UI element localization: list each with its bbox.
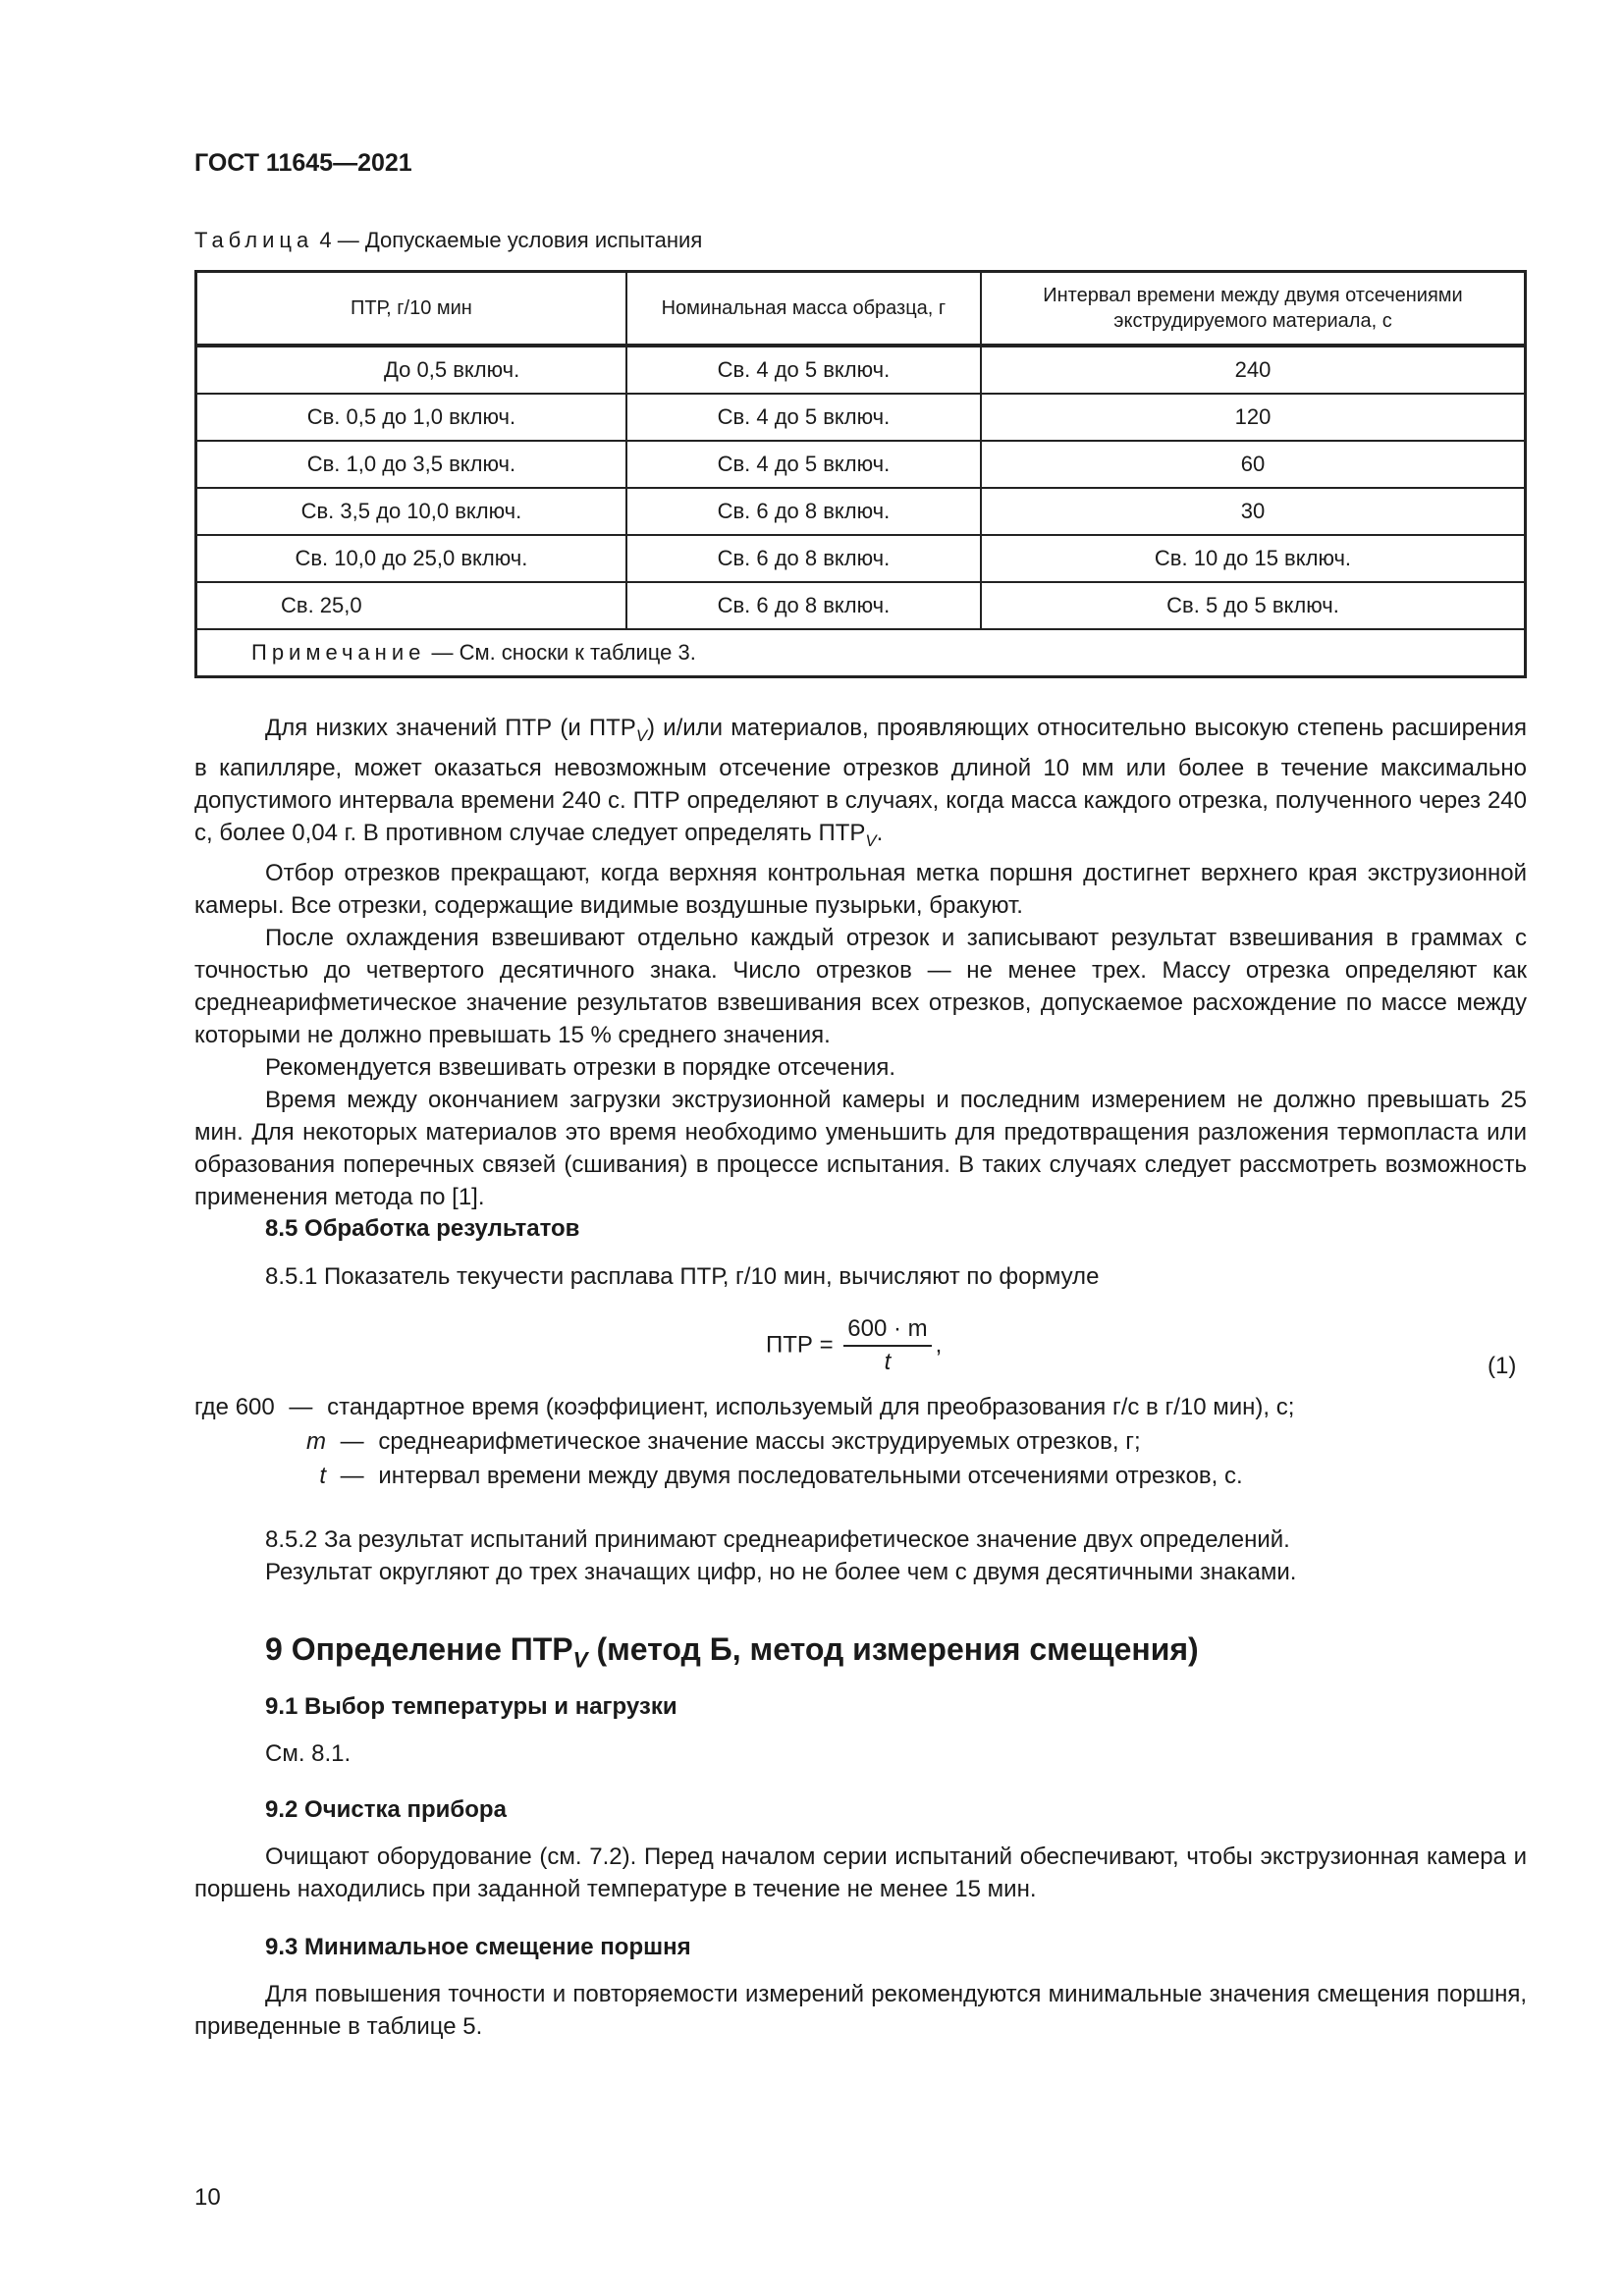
- column-header-ptr: ПТР, г/10 мин: [196, 272, 626, 347]
- formula-fraction: [843, 1315, 931, 1376]
- table-cell: 240: [981, 346, 1526, 394]
- paragraph: Отбор отрезков прекращают, когда верхняя контрольная метка поршня достигнет верхнего края экструзионной камеры. Все отрезки, содержащие видимые воздушные пузырьки, бракуют.: [194, 859, 1527, 919]
- equation-number: (1): [1488, 1353, 1517, 1379]
- table-cell: Св. 6 до 8 включ.: [626, 582, 981, 629]
- section-heading-9: 9 Определение $ПТР_V$ (метод Б, метод измерения смещения): [265, 1631, 1199, 1673]
- paragraph: После охлаждения взвешивают отдельно каждый отрезок и записывают результат взвешивания в граммах с точностью до четвертого десятичного знака. Число отрезков — не менее трех. Массу отрезка определяют как среднеарифметическое значение результатов взвешивания всех отрезков, допускаемое расхождение по массе между которыми не должно превышать 15 % среднего значения.: [194, 924, 1527, 1048]
- table-header-row: [196, 272, 1526, 347]
- table-caption-prefix: Таблица: [194, 228, 314, 252]
- where-word: где: [194, 1394, 230, 1420]
- table-caption: [194, 228, 702, 253]
- formula-ptr: [766, 1315, 942, 1376]
- table-row: [196, 441, 1526, 488]
- paragraph-9-1: См. 8.1.: [265, 1740, 352, 1767]
- table-cell: Св. 25,0: [196, 582, 626, 629]
- where-symbol: 600: [235, 1394, 275, 1420]
- table-row: [196, 488, 1526, 535]
- formula-comma: ,: [935, 1331, 943, 1359]
- paragraph-8-5-2: 8.5.2 За результат испытаний принимают среднеарифетическое значение двух определений.: [265, 1526, 1290, 1553]
- table-cell: Св. 10 до 15 включ.: [981, 535, 1526, 582]
- table-cell: До 0,5 включ.: [196, 346, 626, 394]
- section-heading-9-1: 9.1 Выбор температуры и нагрузки: [265, 1693, 677, 1720]
- table-note: [196, 629, 1526, 677]
- note-text: — См. сноски к таблице 3.: [425, 640, 696, 665]
- table-cell: Св. 1,0 до 3,5 включ.: [196, 441, 626, 488]
- document-header: ГОСТ 11645—2021: [194, 149, 412, 177]
- where-line-1: где 600 — стандартное время (коэффициент, используемый для преобразования г/с в г/10 мин), с;: [194, 1394, 1295, 1420]
- where-text: среднеарифметическое значение массы экструдируемых отрезков, г;: [378, 1428, 1141, 1455]
- page-number: 10: [194, 2184, 221, 2211]
- table-cell: Св. 4 до 5 включ.: [626, 346, 981, 394]
- paragraph: Время между окончанием загрузки экструзионной камеры и последним измерением не должно превышать 25 мин. Для некоторых материалов это время необходимо уменьшить для предотвращения разложения термопласта или образования поперечных связей (сшивания) в процессе испытания. В таких случаях следует рассмотреть возможность применения метода по [1].: [194, 1086, 1527, 1210]
- table-cell: 120: [981, 394, 1526, 441]
- body-text: [194, 712, 1527, 1213]
- paragraph-9-3: Для повышения точности и повторяемости измерений рекомендуются минимальные значения смещения поршня, приведенные в таблице 5.: [194, 1981, 1527, 2040]
- formula-denominator: t: [884, 1349, 892, 1375]
- table-row: [196, 582, 1526, 629]
- table-cell: Св. 0,5 до 1,0 включ.: [196, 394, 626, 441]
- where-line-2: m — среднеарифметическое значение массы экструдируемых отрезков, г;: [306, 1428, 1141, 1455]
- paragraph-9-2: Очищают оборудование (см. 7.2). Перед началом серии испытаний обеспечивают, чтобы экструзионная камера и поршень находились при заданной температуре в течение не менее 15 мин.: [194, 1843, 1527, 1902]
- formula-numerator: 600 · m: [843, 1315, 931, 1347]
- table-cell: Св. 6 до 8 включ.: [626, 535, 981, 582]
- table-row: [196, 346, 1526, 394]
- where-text: стандартное время (коэффициент, используемый для преобразования г/с в г/10 мин), с;: [327, 1394, 1295, 1420]
- table-cell: Св. 5 до 5 включ.: [981, 582, 1526, 629]
- table-cell: Св. 4 до 5 включ.: [626, 394, 981, 441]
- paragraph-8-5-1: 8.5.1 Показатель текучести расплава ПТР, г/10 мин, вычисляют по формуле: [265, 1263, 1100, 1290]
- where-symbol: t: [319, 1463, 326, 1489]
- table-note-row: [196, 629, 1526, 677]
- paragraph-8-5-2-cont: Результат округляют до трех значащих цифр, но не более чем с двумя десятичными знаками.: [265, 1559, 1297, 1585]
- table-cell: Св. 4 до 5 включ.: [626, 441, 981, 488]
- table-row: [196, 535, 1526, 582]
- paragraph: Для низких значений ПТР (и $ПТР_V$) и/или материалов, проявляющих относительно высокую степень расширения в капилляре, может оказаться невозможным отсечение отрезков длиной 10 мм или более в течение максимально допустимого интервала времени 240 с. ПТР определяют в случаях, когда масса каждого отрезка, полученного через 240 с, более 0,04 г. В противном случае следует определять $ПТР_V$.: [194, 715, 1527, 850]
- table-caption-title: 4 — Допускаемые условия испытания: [313, 228, 703, 252]
- note-label: Примечание: [251, 640, 426, 665]
- paragraph: Рекомендуется взвешивать отрезки в порядке отсечения.: [265, 1053, 896, 1081]
- section-heading-9-3: 9.3 Минимальное смещение поршня: [265, 1934, 691, 1960]
- table-cell: Св. 6 до 8 включ.: [626, 488, 981, 535]
- table-cell: 30: [981, 488, 1526, 535]
- formula-lhs: ПТР =: [766, 1331, 834, 1359]
- conditions-table: [194, 270, 1527, 678]
- table-cell: Св. 10,0 до 25,0 включ.: [196, 535, 626, 582]
- where-symbol: m: [306, 1428, 326, 1455]
- where-text: интервал времени между двумя последовательными отсечениями отрезков, с.: [378, 1463, 1243, 1489]
- where-line-3: t — интервал времени между двумя последовательными отсечениями отрезков, с.: [319, 1463, 1243, 1489]
- table-cell: Св. 3,5 до 10,0 включ.: [196, 488, 626, 535]
- section-heading-9-2: 9.2 Очистка прибора: [265, 1796, 507, 1823]
- column-header-interval: Интервал времени между двумя отсечениями экструдируемого материала, с: [981, 272, 1526, 347]
- column-header-mass: Номинальная масса образца, г: [626, 272, 981, 347]
- section-heading-8-5: 8.5 Обработка результатов: [265, 1215, 580, 1242]
- table-cell: 60: [981, 441, 1526, 488]
- table-row: [196, 394, 1526, 441]
